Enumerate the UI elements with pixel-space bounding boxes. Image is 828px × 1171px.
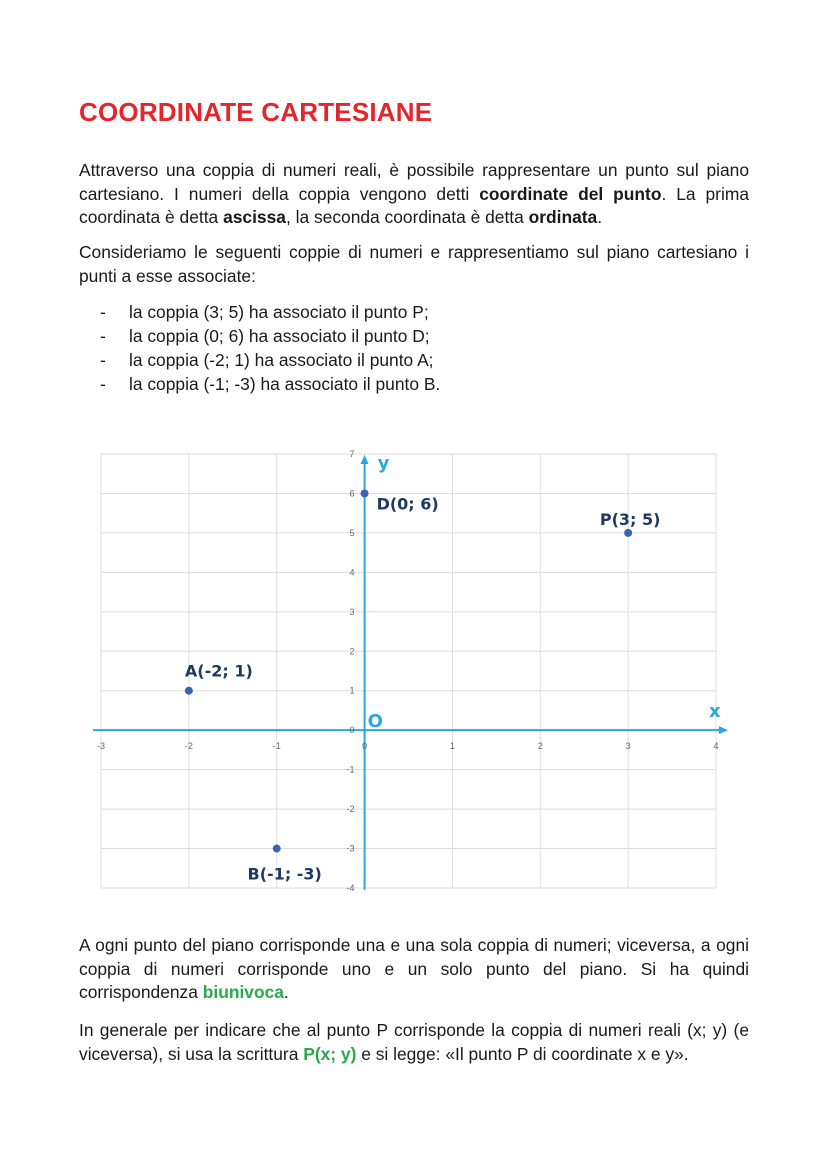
data-point: [361, 489, 369, 497]
point-label: A(-2; 1): [184, 661, 253, 681]
paragraph-notation: [79, 1019, 749, 1066]
y-tick-label: 2: [349, 646, 355, 657]
term-biunivoca: biunivoca: [202, 982, 284, 1002]
data-point: [185, 687, 193, 695]
y-axis-label: y: [377, 453, 390, 474]
data-point: [624, 529, 632, 537]
x-tick-label: 0: [362, 741, 368, 752]
list-dash: -: [100, 350, 106, 370]
text-span: In generale per indicare che al punto P corrisponde la coppia di numeri reali (x; y) (e viceversa), si usa la scrittura: [79, 1020, 749, 1064]
point-label: B(-1; -3): [247, 864, 322, 884]
y-tick-label: 5: [349, 527, 355, 538]
list-item-text: la coppia (0; 6) ha associato il punto D;: [129, 326, 430, 346]
y-tick-label: -2: [346, 804, 355, 815]
list-dash: -: [100, 326, 106, 346]
y-tick-label: 4: [349, 567, 355, 578]
y-tick-label: -1: [346, 764, 355, 775]
list-item-text: la coppia (-2; 1) ha associato il punto A;: [129, 350, 434, 370]
text-span: .: [283, 982, 289, 1002]
text-span: . La prima coordinata è detta: [79, 183, 749, 227]
x-tick-label: -3: [96, 741, 106, 752]
list-item-text: la coppia (3; 5) ha associato il punto P;: [129, 302, 429, 322]
y-tick-label: 7: [349, 449, 355, 459]
x-tick-label: 1: [449, 741, 455, 752]
y-tick-label: 1: [349, 685, 355, 696]
y-tick-label: 3: [349, 606, 355, 617]
y-tick-label: 6: [349, 488, 355, 499]
term-ordinata: ordinata: [528, 207, 598, 227]
text-span: e si legge: «Il punto P di coordinate x e y».: [356, 1043, 689, 1064]
point-label: P(3; 5): [599, 509, 661, 529]
x-tick-label: -1: [272, 741, 281, 752]
page-title: COORDINATE CARTESIANE: [79, 97, 433, 127]
text-span: , la seconda coordinata è detta: [285, 207, 529, 227]
data-point: [273, 845, 281, 853]
paragraph-biunivoca: [79, 934, 749, 1005]
list-item-text: la coppia (-1; -3) ha associato il punto B.: [129, 374, 441, 394]
paragraph-consider: Consideriamo le seguenti coppie di numeri e rappresentiamo sul piano cartesiano i punti a esse associate:: [79, 242, 749, 286]
y-axis-arrow: [361, 455, 369, 464]
x-tick-label: 4: [713, 741, 719, 752]
x-tick-label: 2: [537, 741, 543, 752]
list-dash: -: [100, 374, 106, 394]
point-label: D(0; 6): [376, 494, 439, 514]
term-ascissa: ascissa: [223, 207, 286, 227]
text-span: A ogni punto del piano corrisponde una e una sola coppia di numeri; viceversa, a ogni coppia di numeri corrisponde uno e un solo punto del piano. Si ha quindi corrispondenza: [79, 935, 749, 1002]
text-span: Attraverso una coppia di numeri reali, è possibile rappresentare un punto sul piano cartesiano. I numeri della coppia vengono detti: [79, 160, 749, 204]
term-coordinate: coordinate del punto: [479, 183, 662, 204]
list-dash: -: [100, 302, 106, 322]
x-axis-label: x: [709, 701, 721, 723]
origin-label: O: [367, 711, 383, 733]
term-notation: P(x; y): [303, 1043, 357, 1064]
y-tick-label: 0: [349, 725, 355, 736]
x-tick-label: 3: [625, 741, 631, 752]
x-axis-arrow: [719, 726, 728, 734]
y-tick-label: -3: [346, 843, 355, 854]
x-tick-label: -2: [184, 741, 193, 752]
text-span: .: [597, 207, 603, 227]
y-tick-label: -4: [346, 883, 355, 893]
